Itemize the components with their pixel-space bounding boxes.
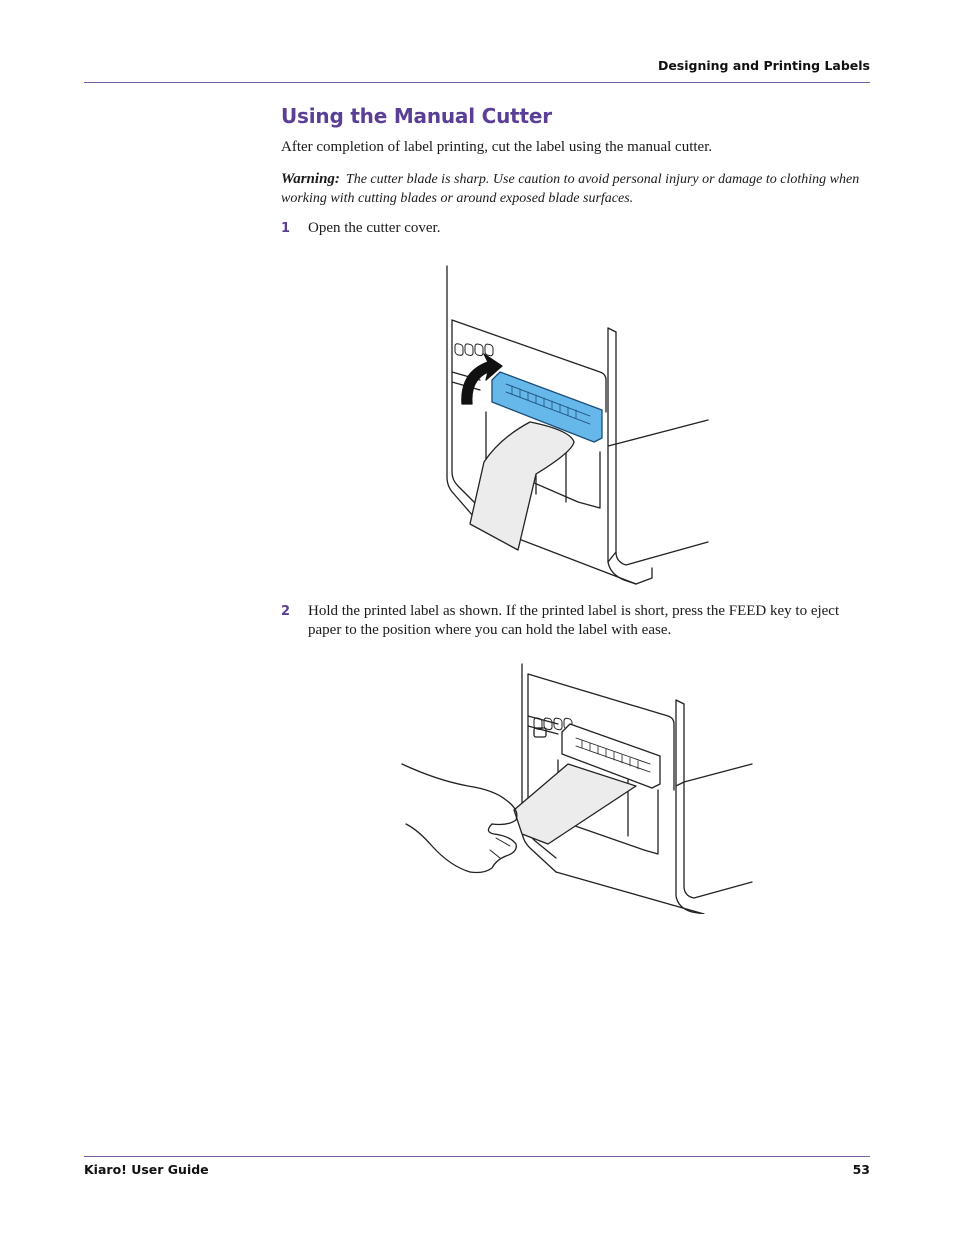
warning-note: [281, 170, 871, 208]
printer-cutter-open-illustration: [440, 262, 712, 590]
header-rule: [84, 82, 870, 83]
footer-guide-title: Kiaro! User Guide: [84, 1162, 209, 1177]
warning-text: The cutter blade is sharp. Use caution to avoid personal injury or damage to clothing when working with cutting blades or around exposed blade surfaces.: [281, 172, 860, 206]
step-number: 1: [281, 221, 291, 236]
page-number: 53: [852, 1162, 870, 1177]
intro-paragraph: After completion of label printing, cut the label using the manual cutter.: [281, 139, 713, 155]
step-number: 2: [281, 604, 291, 619]
section-title: Using the Manual Cutter: [281, 104, 552, 128]
printer-hand-holding-label-illustration: [396, 660, 756, 914]
page-content: [281, 104, 871, 638]
step-text: Hold the printed label as shown. If the printed label is short, press the FEED key to eject paper to the position where you can hold the label with ease.: [308, 603, 840, 638]
step-text: Open the cutter cover.: [308, 220, 441, 236]
running-header: Designing and Printing Labels: [657, 58, 870, 73]
warning-label: Warning:: [281, 171, 340, 187]
footer-rule: [84, 1156, 870, 1157]
